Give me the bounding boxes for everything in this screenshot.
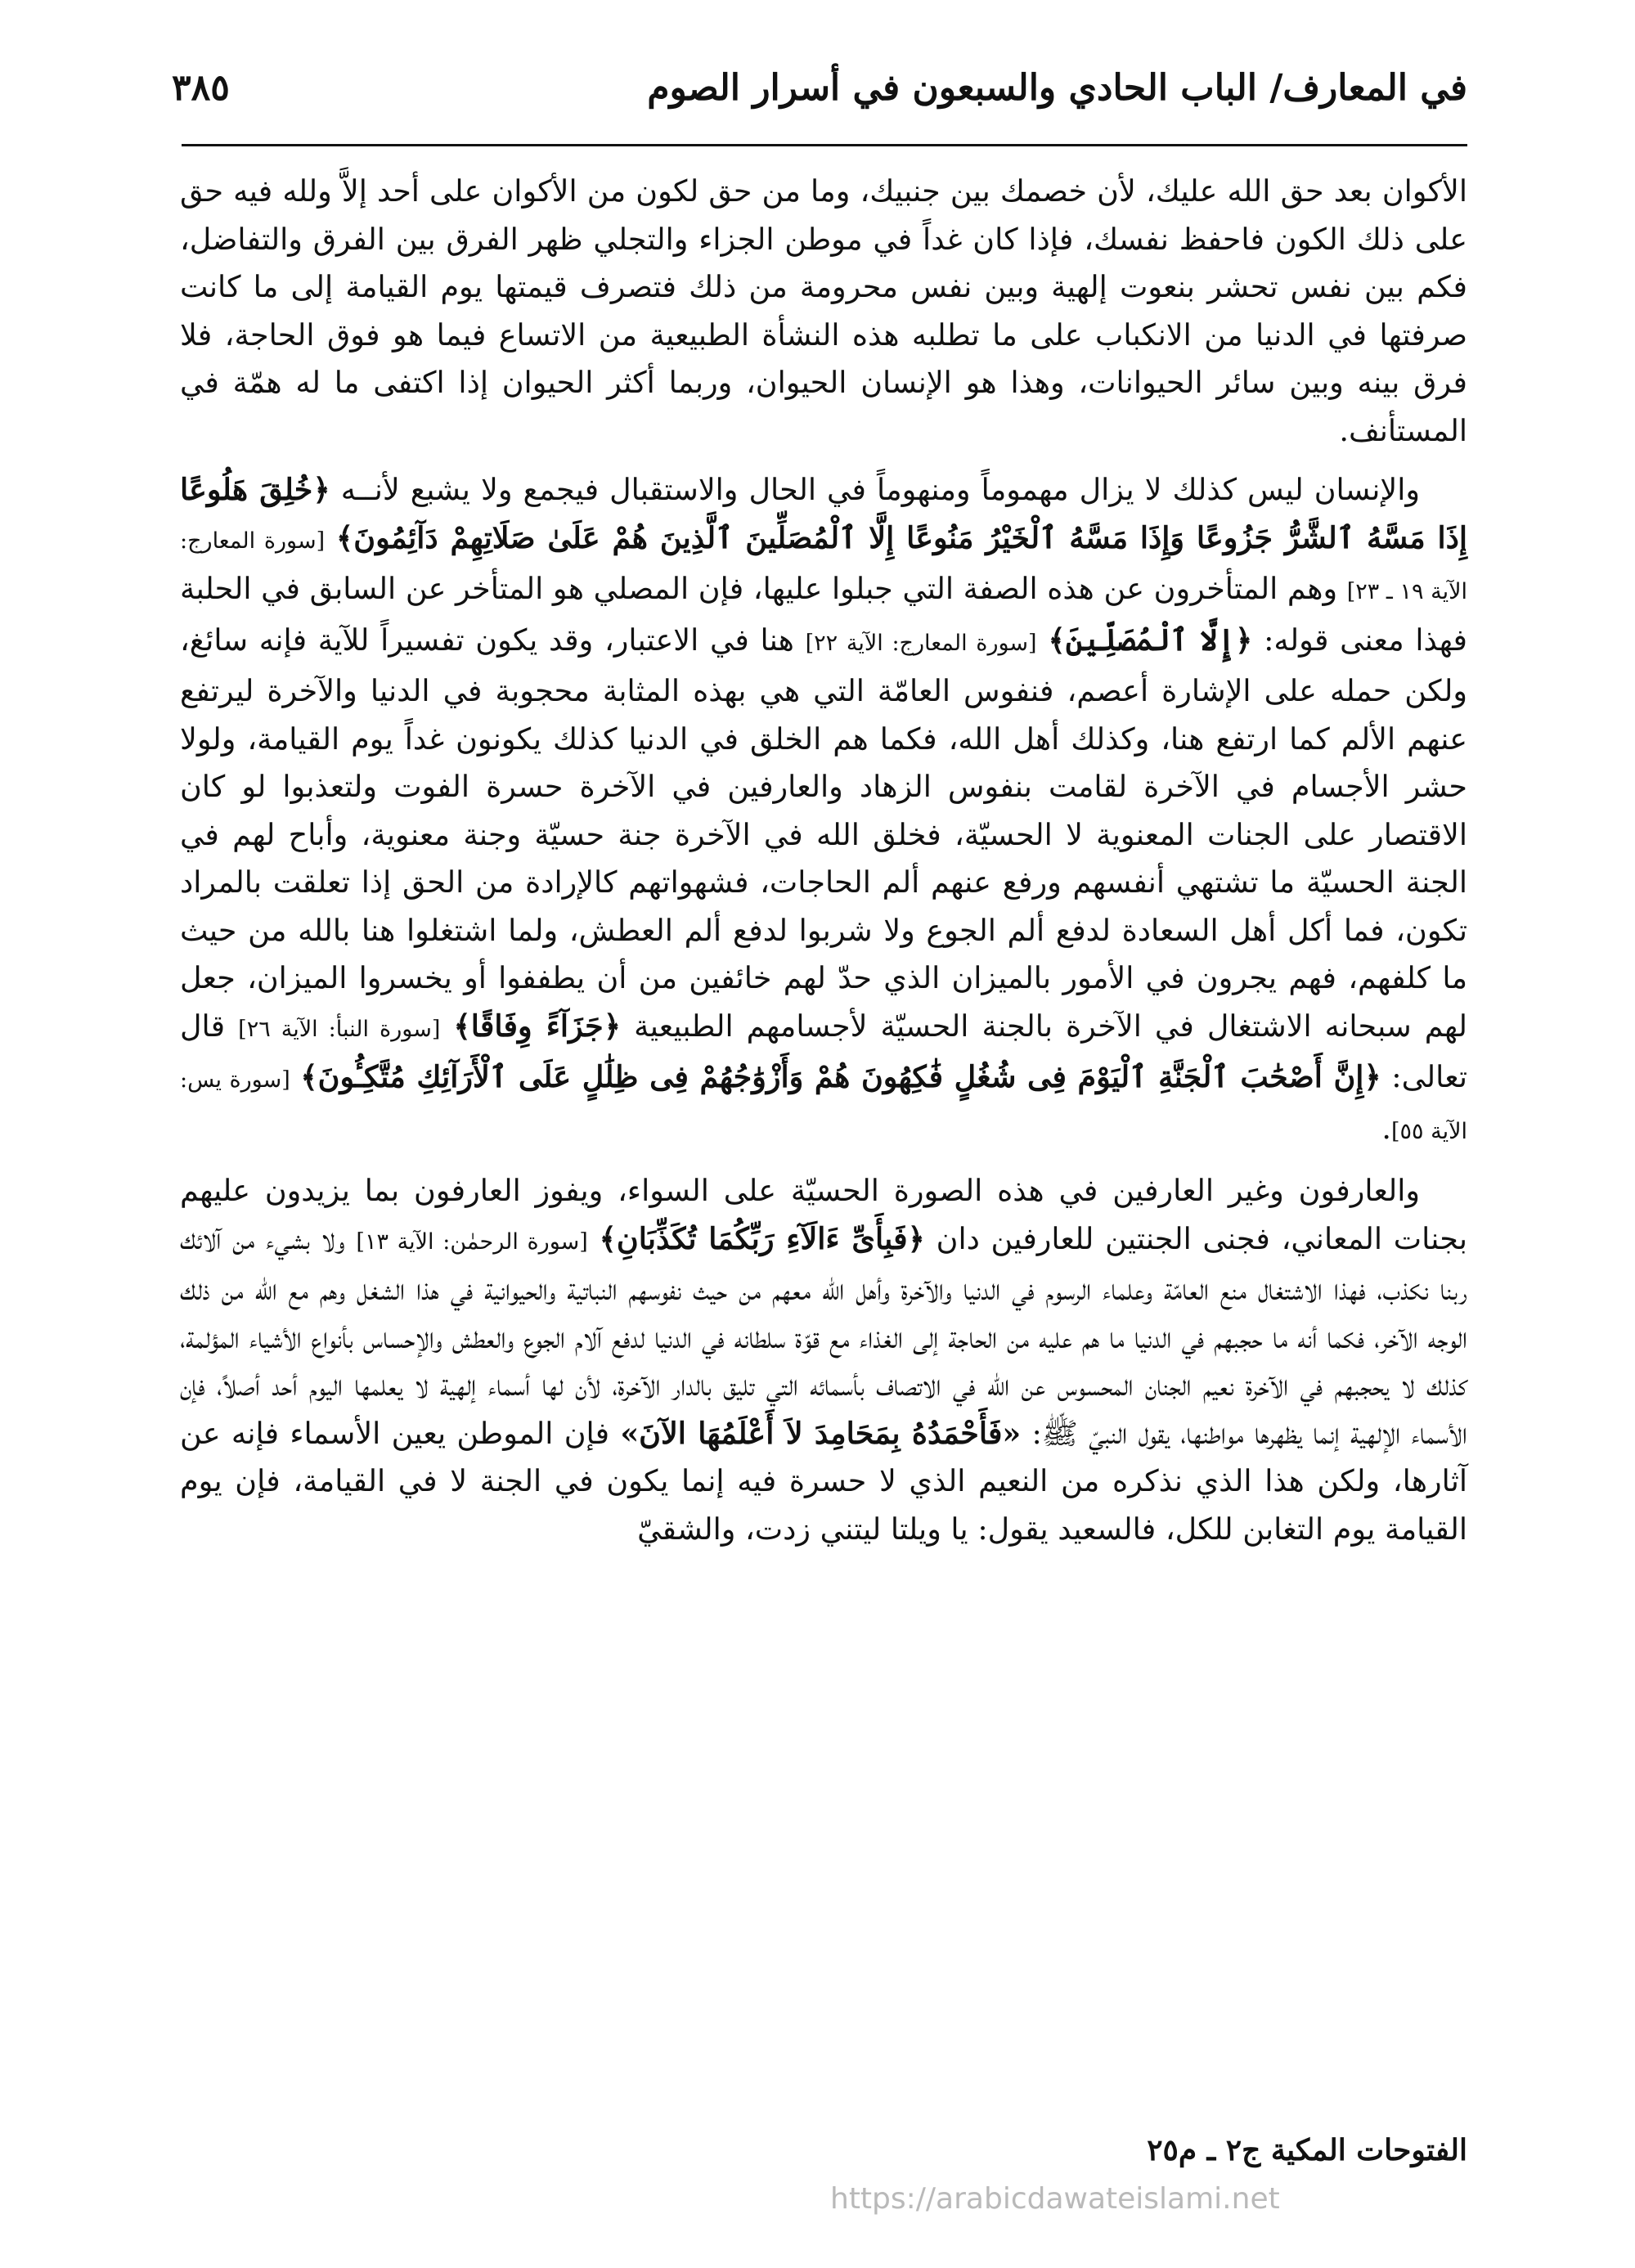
watermark-url: https://arabicdawateislami.net	[830, 2182, 1280, 2216]
quran-verse: ﴿إِلَّا ٱلْمُصَلِّينَ﴾	[1048, 622, 1253, 658]
main-text	[180, 168, 1467, 1553]
quran-verse: ﴿جَزَآءً وِفَاقًا﴾	[453, 1008, 622, 1044]
text-run	[325, 520, 336, 555]
paragraph	[180, 466, 1467, 1156]
text-run: والعارفون وغير العارفين في هذه الصورة الحسيّة على السواء، ويفوز العارفون بما يزيدون عليهم بجنات المعاني، فجنى الجنتين للعارفين دان	[180, 1173, 1467, 1256]
quran-verse: ﴿خُلِقَ هَلُوعًا إِذَا مَسَّهُ ٱلشَّرُّ جَزُوعًا وَإِذَا مَسَّهُ ٱلْخَيْرُ مَنُوعًا إِلَّا ٱلْمُصَلِّينَ ٱلَّذِينَ هُمْ عَلَىٰ صَلَاتِهِمْ دَآئِمُونَ﴾	[180, 472, 1468, 555]
text-run	[440, 1008, 453, 1044]
verse-reference: [سورة يس: الآية ٥٥]	[180, 1067, 1467, 1144]
signature-footer: الفتوحات المكية ج٢ ـ م٢٥	[1147, 2133, 1467, 2167]
text-run: والإنسان ليس كذلك لا يزال مهموماً ومنهوماً في الحال والاستقبال فيجمع ولا يشبع لأنــه	[330, 472, 1420, 507]
text-run	[588, 1221, 600, 1256]
verse-reference: [سورة المعارج: الآية ٢٢]	[805, 630, 1037, 656]
quran-verse: ﴿فَبِأَىِّ ءَالَآءِ رَبِّكُمَا تُكَذِّبَانِ﴾	[599, 1220, 925, 1256]
text-run: هنا في الاعتبار، وقد يكون تفسيراً للآية فإنه سائغ، ولكن حمله على الإشارة أعصم، فنفوس العامّة التي هي بهذه المثابة محجوبة في الدنيا والآخرة ليرتفع عنهم الألم كما ارتفع هنا، وكذلك أهل الله، فكما هم الخلق في الدنيا كذلك يكونون غداً يوم القيامة، ولولا حشر الأجسام في الآخرة لقامت بنفوس الزهاد والعارفين في الآخرة حسرة الفوت ولتعذبوا لو كان الاقتصار على الجنات المعنوية لا الحسيّة، فخلق الله في الآخرة جنة حسيّة وجنة معنوية، وأباح لهم في الجنة الحسيّة ما تشتهي أنفسهم ورفع عنهم ألم الحاجات، فشهواتهم كالإرادة من الحق إذا تعلقت بالمراد تكون، فما أكل أهل السعادة لدفع ألم الجوع ولا شربوا لدفع ألم العطش، ولما اشتغلوا هنا بالله من حيث ما كلفهم، فهم يجرون في الأمور بالميزان الذي حدّ لهم خائفين من أن يطففوا أو يخسروا الميزان، جعل لهم سبحانه الاشتغال في الآخرة بالجنة الحسيّة لأجسامهم الطبيعية	[180, 622, 1467, 1044]
text-run: قال تعالى:	[180, 1008, 1467, 1094]
text-run	[1037, 622, 1049, 658]
hadith-quote: «فَأَحْمَدُهُ بِمَحَامِدَ لاَ أَعْلَمُهَا الآنَ»	[620, 1415, 1022, 1451]
text-run	[290, 1059, 301, 1094]
quran-verse: ﴿إِنَّ أَصْحَٰبَ ٱلْجَنَّةِ ٱلْيَوْمَ فِى شُغُلٍ فَٰكِهُونَ هُمْ وَأَزْوَٰجُهُمْ فِى ظِلَٰلٍ عَلَى ٱلْأَرَآئِكِ مُتَّكِـُٔونَ﴾	[300, 1059, 1381, 1094]
header-divider	[182, 144, 1467, 146]
text-run: وهم المتأخرون عن هذه الصفة التي جبلوا عليها، فإن المصلي هو المتأخر عن السابق في الحلبة فهذا معنى قوله:	[180, 571, 1467, 658]
text-run: الأكوان بعد حق الله عليك، لأن خصمك بين جنبيك، وما من حق لكون من الأكوان على أحد إلاَّ ولله فيه حق على ذلك الكون فاحفظ نفسك، فإذا كان غداً في موطن الجزاء والتجلي ظهر الفرق بين الفرق والتفاضل، فكم بين نفس تحشر بنعوت إلهية وبين نفس محرومة من ذلك فتصرف قيمتها يوم القيامة إلى ما كانت صرفتها في الدنيا من الانكباب على ما تطلبه هذه النشأة الطبيعية من الاتساع فيما هو فوق الحاجة، فلا فرق بينه وبين سائر الحيوانات، وهذا هو الإنسان الحيوان، وربما أكثر الحيوان إذا اكتفى ما له همّة في المستأنف.	[180, 173, 1467, 448]
text-run: ولا بشيء من آلائك ربنا نكذب، فهذا الاشتغال منع العامّة وعلماء الرسوم في الدنيا والآخرة وأهل الله معهم من حيث نفوسهم النباتية والحيوانية في هذا الشغل وهم مع الله من ذلك الوجه الآخر، فكما أنه ما حجبهم في الدنيا ما هم عليه من الحاجة إلى الغذاء مع قوّة سلطانه في الدنيا لدفع آلام الجوع والعطش والإحساس بأنواع الأشياء المؤلمة، كذلك لا يحجبهم في الآخرة نعيم الجنان المحسوس عن الله في الاتصاف بأسمائه التي تليق بالدار الآخرة، لأن لها أسماء إلهية لا يعلمها اليوم أحد أصلاً، فإن الأسماء الإلهية إنما يظهرها مواطنها، يقول النبيّ ﷺ:	[180, 1220, 1467, 1451]
verse-reference: [سورة النبأ: الآية ٢٦]	[238, 1016, 441, 1042]
verse-reference: [سورة المعارج: الآية ١٩ ـ ٢٣]	[180, 528, 1467, 604]
verse-reference: [سورة الرحمٰن: الآية ١٣]	[356, 1228, 588, 1255]
paragraph	[180, 168, 1467, 455]
text-run: .	[1381, 1110, 1391, 1146]
page-number: ٣٨٥	[172, 67, 230, 109]
paragraph	[180, 1167, 1467, 1553]
running-title: في المعارف/ الباب الحادي والسبعون في أسرار الصوم	[647, 67, 1467, 109]
page-header	[172, 67, 1467, 132]
text-run: فإن الموطن يعين الأسماء فإنه عن آثارها، ولكن هذا الذي نذكره من النعيم الذي لا حسرة فيه إنما يكون في الجنة لا في القيامة، فإن يوم القيامة يوم التغابن للكل، فالسعيد يقول: يا ويلتا ليتني زدت، والشقيّ	[180, 1415, 1467, 1547]
